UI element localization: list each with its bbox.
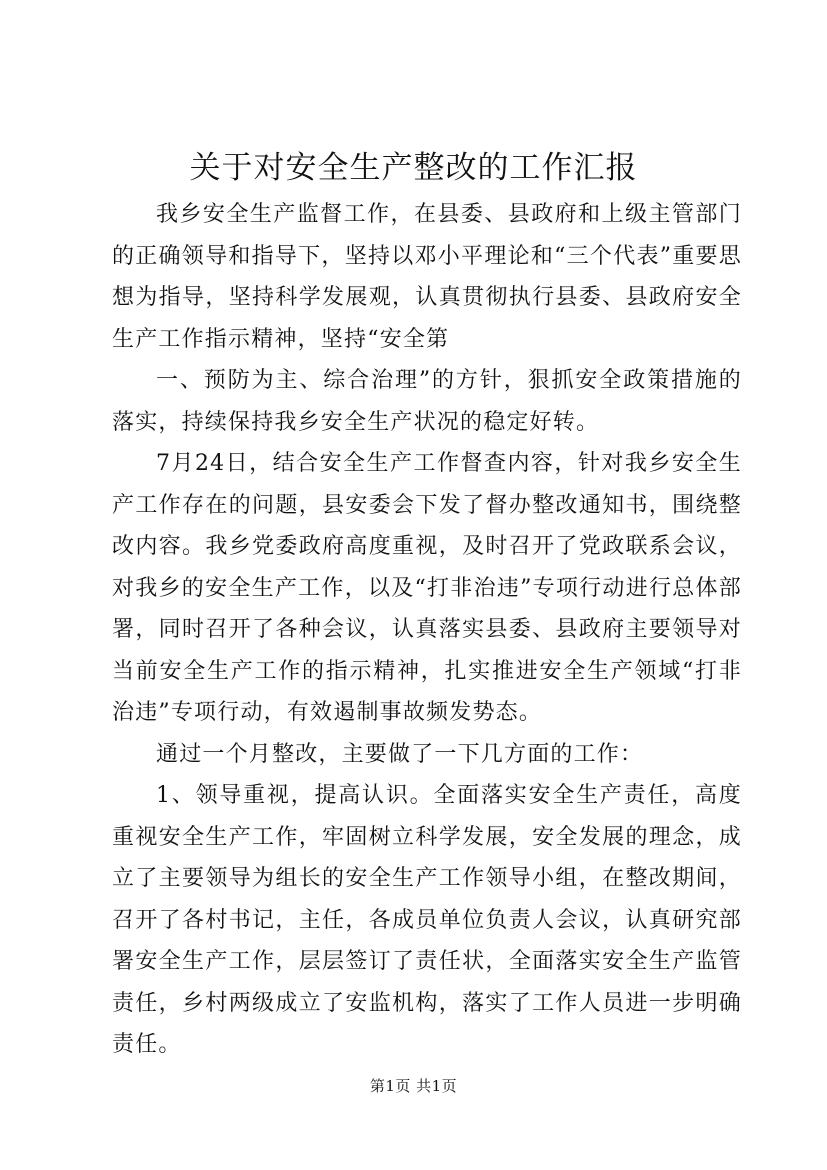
page-number-footer: 第1页 共1页 [369,1077,458,1095]
paragraph-intro: 我乡安全生产监督工作，在县委、县政府和上级主管部门的正确领导和指导下，坚持以邓小平理论和“三个代表”重要思想为指导，坚持科学发展观，认真贯彻执行县委、县政府安全生产工作指示精神，坚持“安全第 [112,202,742,352]
document-body [112,194,742,1066]
paragraph-summary: 通过一个月整改，主要做了一下几方面的工作： [156,741,644,767]
document-title: 关于对安全生产整改的工作汇报 [189,150,638,186]
paragraph-policy: 一、预防为主、综合治理”的方针，狠抓安全政策措施的落实，持续保持我乡安全生产状况的稳定好转。 [112,368,742,435]
paragraph-july-24: 7月24日，结合安全生产工作督查内容，针对我乡安全生产工作存在的问题，县安委会下发了督办整改通知书，围绕整改内容。我乡党委政府高度重视，及时召开了党政联系会议，对我乡的安全生产工作，以及“打非治违”专项行动进行总体部署，同时召开了各种会议，认真落实县委、县政府主要领导对当前安全生产工作的指示精神，扎实推进安全生产领域“打非治违”专项行动，有效遏制事故频发势态。 [112,451,742,725]
paragraph-item-1: 1、领导重视，提高认识。全面落实安全生产责任，高度重视安全生产工作，牢固树立科学发展，安全发展的理念，成立了主要领导为组长的安全生产工作领导小组，在整改期间，召开了各村书记，主任，各成员单位负责人会议，认真研究部署安全生产工作，层层签订了责任状，全面落实安全生产监管责任，乡村两级成立了安监机构，落实了工作人员进一步明确责任。 [112,783,742,1057]
